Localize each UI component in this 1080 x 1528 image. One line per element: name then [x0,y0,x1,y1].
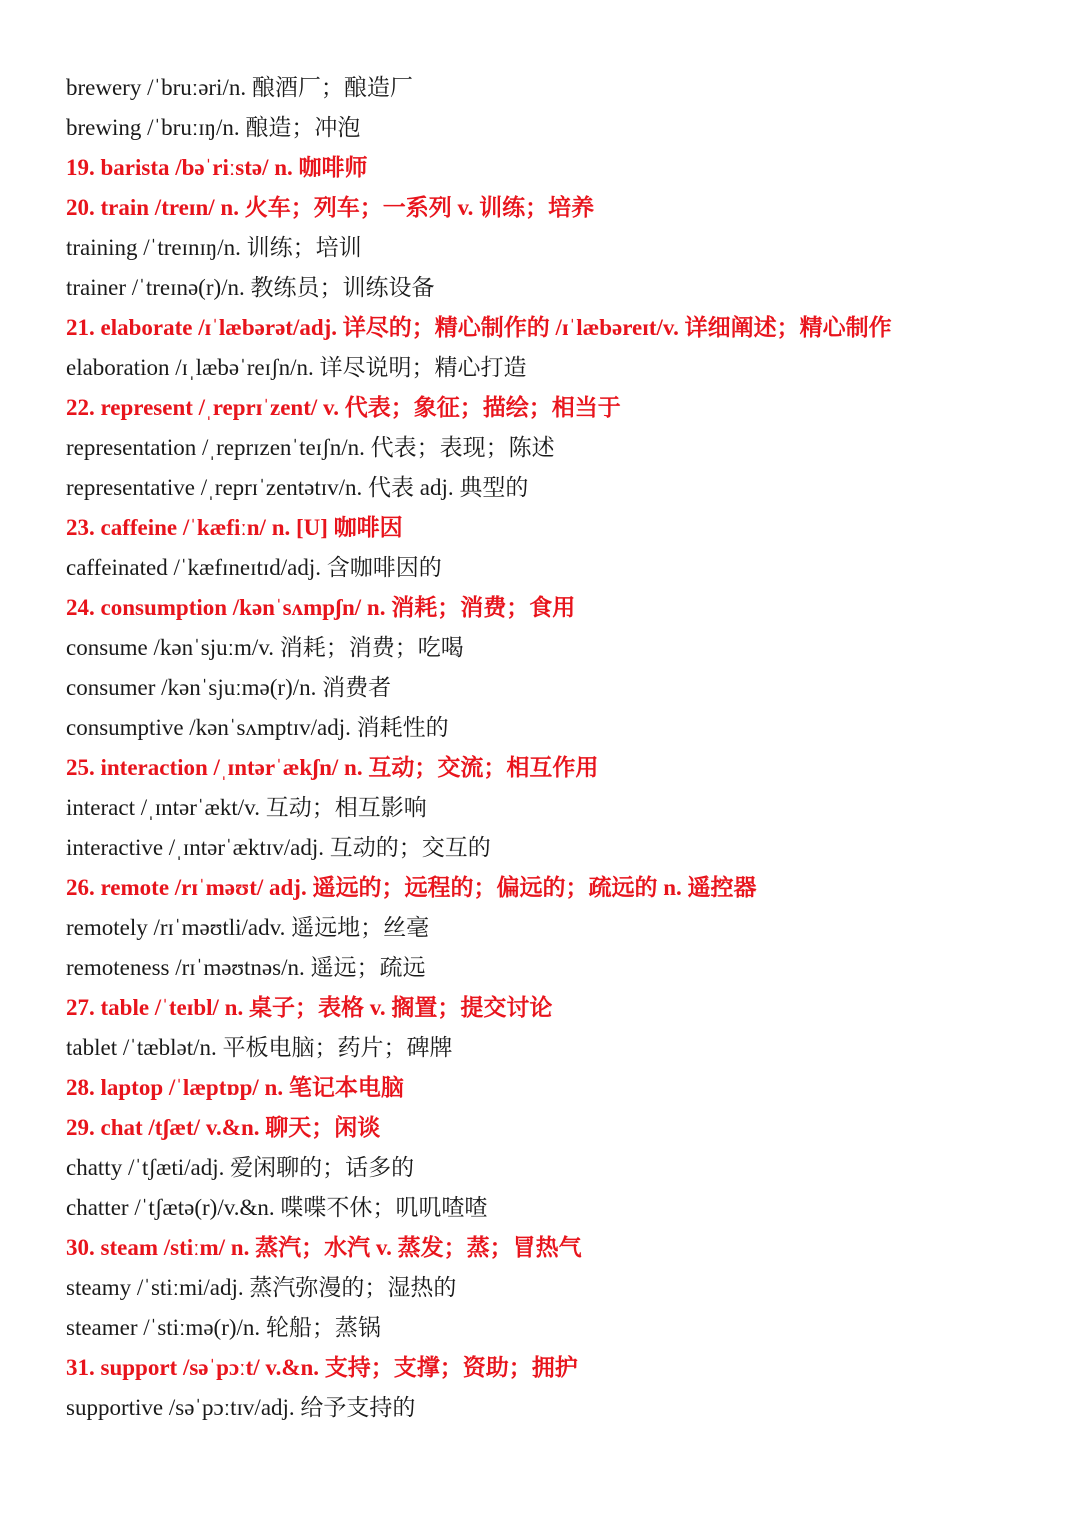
derived-word-entry: chatter /ˈtʃætə(r)/v.&n. 喋喋不休；叽叽喳喳 [66,1195,488,1220]
headword-entry: 23. caffeine /ˈkæfiːn/ n. [U] 咖啡因 [66,515,403,540]
derived-word-entry: steamer /ˈstiːmə(r)/n. 轮船；蒸锅 [66,1315,381,1340]
derived-word-entry: brewery /ˈbruːəri/n. 酿酒厂；酿造厂 [66,75,413,100]
derived-word-entry: remotely /rɪˈməʊtli/adv. 遥远地；丝毫 [66,915,430,940]
derived-word-entry: remoteness /rɪˈməʊtnəs/n. 遥远；疏远 [66,955,426,980]
headword-entry: 28. laptop /ˈlæptɒp/ n. 笔记本电脑 [66,1075,404,1100]
derived-word-entry: representation /ˌreprɪzenˈteɪʃn/n. 代表；表现；陈述 [66,435,555,460]
headword-entry: 22. represent /ˌreprɪˈzent/ v. 代表；象征；描绘；相当于 [66,395,621,420]
derived-word-entry: consumer /kənˈsjuːmə(r)/n. 消费者 [66,675,392,700]
headword-entry: 29. chat /tʃæt/ v.&n. 聊天；闲谈 [66,1115,381,1140]
derived-word-entry: tablet /ˈtæblət/n. 平板电脑；药片；碑牌 [66,1035,453,1060]
derived-word-entry: trainer /ˈtreɪnə(r)/n. 教练员；训练设备 [66,275,435,300]
derived-word-entry: representative /ˌreprɪˈzentətɪv/n. 代表 adj. 典型的 [66,475,529,500]
headword-entry: 31. support /səˈpɔːt/ v.&n. 支持；支撑；资助；拥护 [66,1355,578,1380]
derived-word-entry: brewing /ˈbruːɪŋ/n. 酿造；冲泡 [66,115,361,140]
derived-word-entry: steamy /ˈstiːmi/adj. 蒸汽弥漫的；湿热的 [66,1275,457,1300]
derived-word-entry: caffeinated /ˈkæfɪneɪtɪd/adj. 含咖啡因的 [66,555,442,580]
derived-word-entry: consume /kənˈsjuːm/v. 消耗；消费；吃喝 [66,635,464,660]
headword-entry: 21. elaborate /ɪˈlæbərət/adj. 详尽的；精心制作的 /ɪˈlæbəreɪt/v. 详细阐述；精心制作 [66,315,892,340]
derived-word-entry: supportive /səˈpɔːtɪv/adj. 给予支持的 [66,1395,416,1420]
headword-entry: 30. steam /stiːm/ n. 蒸汽；水汽 v. 蒸发；蒸；冒热气 [66,1235,582,1260]
headword-entry: 20. train /treɪn/ n. 火车；列车；一系列 v. 训练；培养 [66,195,595,220]
headword-entry: 19. barista /bəˈriːstə/ n. 咖啡师 [66,155,368,180]
headword-entry: 26. remote /rɪˈməʊt/ adj. 遥远的；远程的；偏远的；疏远的 n. 遥控器 [66,875,757,900]
derived-word-entry: elaboration /ɪˌlæbəˈreɪʃn/n. 详尽说明；精心打造 [66,355,527,380]
derived-word-entry: chatty /ˈtʃæti/adj. 爱闲聊的；话多的 [66,1155,415,1180]
headword-entry: 25. interaction /ˌɪntərˈækʃn/ n. 互动；交流；相互作用 [66,755,599,780]
derived-word-entry: interactive /ˌɪntərˈæktɪv/adj. 互动的；交互的 [66,835,491,860]
headword-entry: 27. table /ˈteɪbl/ n. 桌子；表格 v. 搁置；提交讨论 [66,995,553,1020]
derived-word-entry: interact /ˌɪntərˈækt/v. 互动；相互影响 [66,795,427,820]
headword-entry: 24. consumption /kənˈsʌmpʃn/ n. 消耗；消费；食用 [66,595,576,620]
derived-word-entry: consumptive /kənˈsʌmptɪv/adj. 消耗性的 [66,715,449,740]
derived-word-entry: training /ˈtreɪnɪŋ/n. 训练；培训 [66,235,362,260]
vocabulary-list [66,68,1056,1428]
